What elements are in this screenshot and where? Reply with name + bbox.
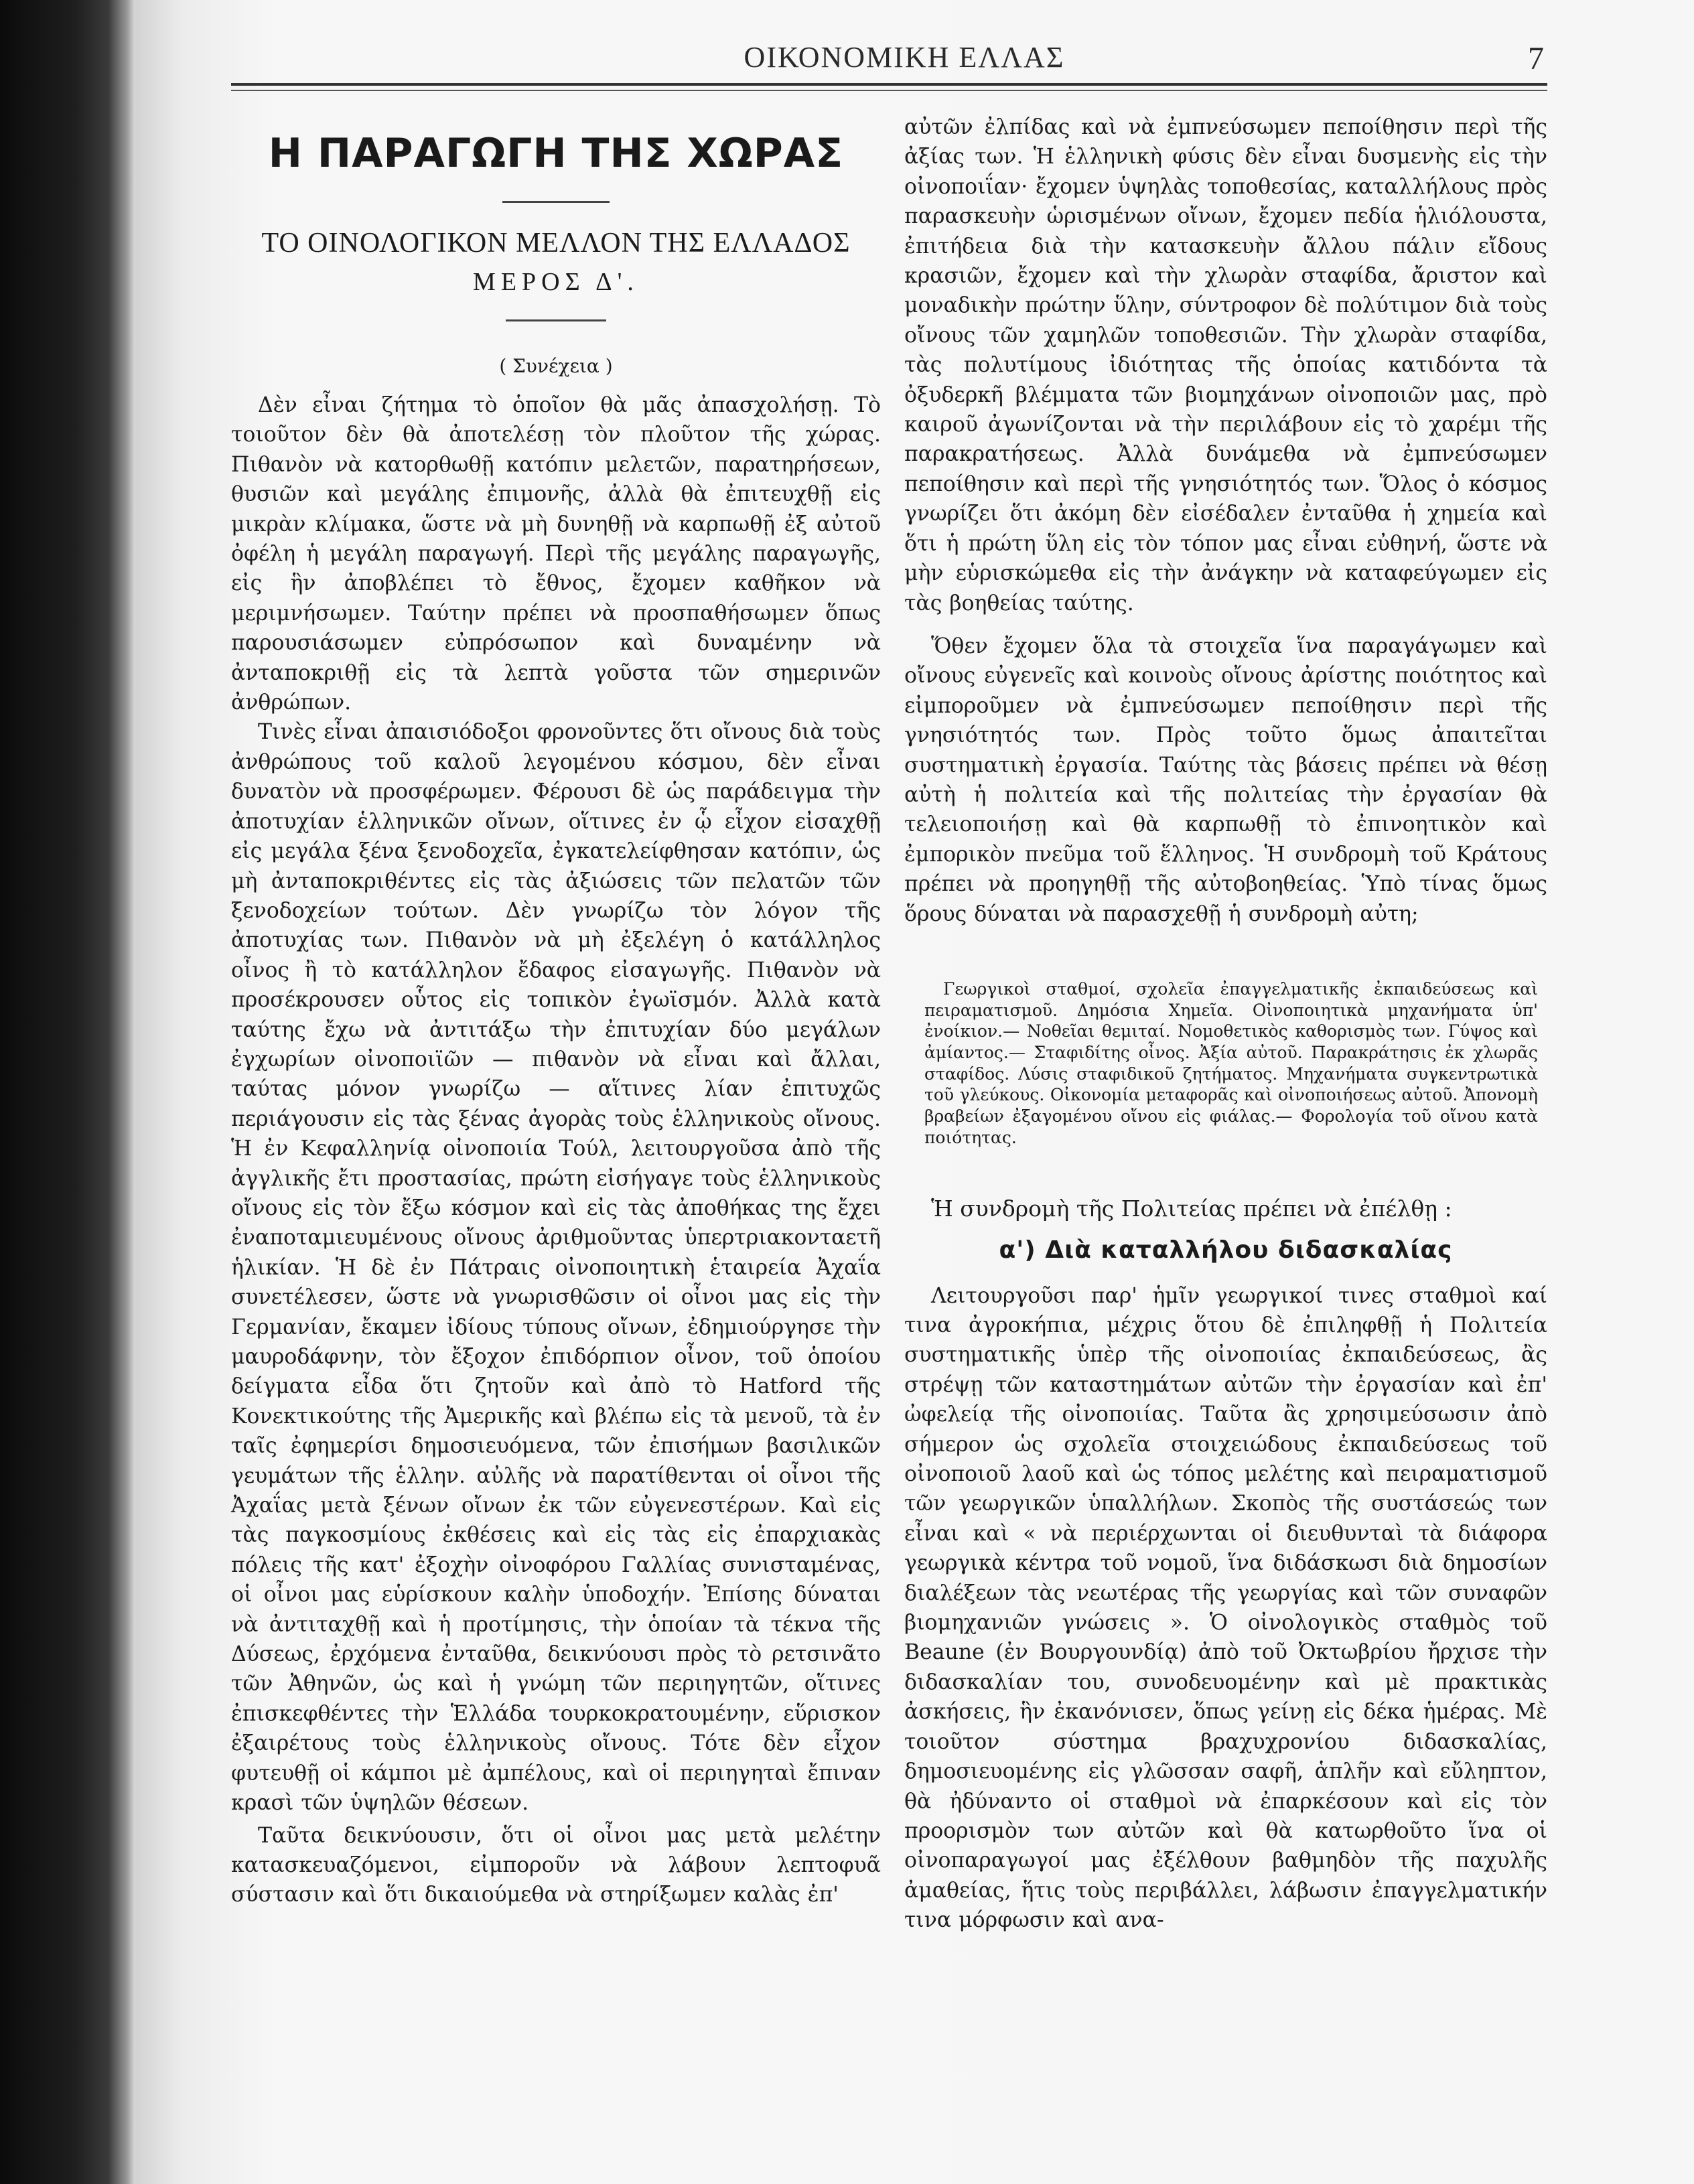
body-paragraph: αὐτῶν ἐλπίδας καὶ νὰ ἐμπνεύσωμεν πεποίθησιν περὶ τῆς ἀξίας των. Ἡ ἑλληνικὴ φύσις δὲν εἶναι δυσμενὴς εἰς τὴν οἰνοποιΐαν· ἔχομεν ὑψηλὰς τοποθεσίας, καταλλήλους πρὸς παρασκευὴν ὡρισμένων οἴνων, ἔχομεν πεδία ἡλιόλουστα, ἐπιτήδεια διὰ τὴν κατασκευὴν ἄλλου πάλιν εἴδους κρασιῶν, ἔχομεν καὶ τὴν χλωρὰν σταφίδα, ἄριστον καὶ μοναδικὴν πρώτην ὕλην, σύντροφον δὲ πολύτιμον διὰ τοὺς οἴνους τῶν χαμηλῶν τοποθεσιῶν. Τὴν χλωρὰν σταφίδα, τὰς πολυτίμους ἰδιότητας τῆς ὁποίας κατιδόντα τὰ ὀξυδερκῆ βλέμματα τῶν βιομηχάνων οἰνοποιῶν μας, πρὸ καιροῦ ἀγωνίζονται νὰ τὴν περιλάβουν εἰς τὸ χαρέμι τῆς παρακρατήσεως. Ἀλλὰ δυνάμεθα νὰ ἐμπνεύσωμεν πεποίθησιν καὶ περὶ τῆς γνησιότητός των. Ὅλος ὁ κόσμος γνωρίζει ὅτι ἀκόμη δὲν εἰσέδαλεν ἐνταῦθα ἡ χημεία καὶ ὅτι ἡ πρώτη ὕλη εἰς τὸν τόπον μας εἶναι εὐθηνή, ὥστε νὰ μὴν εὑρισκώμεθα εἰς τὴν ἀνάγκην νὰ καταφεύγωμεν εἰς τὰς βοηθείας ταύτης.: [904, 115, 1547, 615]
right-column: [904, 113, 1547, 1936]
body-paragraph: Δὲν εἶναι ζήτημα τὸ ὁποῖον θὰ μᾶς ἀπασχολήσῃ. Τὸ τοιοῦτον δὲν θὰ ἀποτελέσῃ τὸν πλοῦτον τῆς χώρας. Πιθανὸν νὰ κατορθωθῇ κατόπιν μελετῶν, παρατηρήσεων, θυσιῶν καὶ μεγάλης ἐπιμονῆς, ἀλλὰ θὰ ἐπιτευχθῇ εἰς μικρὰν κλίμακα, ὥστε νὰ μὴ δυνηθῇ νὰ καρπωθῇ ἐξ αὐτοῦ ὀφέλη ἡ μεγάλη παραγωγή. Περὶ τῆς μεγάλης παραγωγῆς, εἰς ἣν ἀποβλέπει τὸ ἔθνος, ἔχομεν καθῆκον νὰ μεριμνήσωμεν. Ταύτην πρέπει νὰ προσπαθήσωμεν ὅπως παρουσιάσωμεν εὐπρόσωπον καὶ δυναμένην νὰ ἀνταποκριθῇ εἰς τὰ λεπτὰ γοῦστα τῶν σημερινῶν ἀνθρώπων.: [231, 393, 881, 715]
body-paragraph: Ὅθεν ἔχομεν ὅλα τὰ στοιχεῖα ἵνα παραγάγωμεν καὶ οἴνους εὐγενεῖς καὶ κοινοὺς οἴνους ἀρίστης ποιότητος καὶ εἰμποροῦμεν νὰ ἐμπνεύσωμεν πεποίθησιν περὶ τῆς γνησιότητός των. Πρὸς τοῦτο ὅμως ἀπαιτεῖται συστηματικὴ ἐργασία. Ταύτης τὰς βάσεις πρέπει νὰ θέσῃ αὐτὴ ἡ πολιτεία καὶ τῆς πολιτείας τὴν ἐργασίαν θὰ τελειοποιήσῃ καὶ θὰ καρπωθῇ τὸ ἐπινοητικὸν καὶ ἐμπορικὸν πνεῦμα τοῦ ἕλληνος. Ἡ συνδρομὴ τοῦ Κράτους πρέπει νὰ προηγηθῇ τῆς αὐτοβοηθείας. Ὑπὸ τίνας ὅμως ὅρους δύναται νὰ παρασχεθῇ ἡ συνδρομὴ αὐτη;: [904, 634, 1547, 926]
book-spine-shadow: [0, 0, 135, 2184]
left-column: [231, 113, 881, 1910]
body-paragraph: Ταῦτα δεικνύουσιν, ὅτι οἱ οἶνοι μας μετὰ μελέτην κατασκευαζόμενοι, εἰμποροῦν νὰ λάβουν λεπτοφυᾶ σύστασιν καὶ ὅτι δικαιούμεθα νὰ στηρίξωμεν καλὰς ἐπ': [231, 1823, 881, 1907]
body-paragraph: Τινὲς εἶναι ἀπαισιόδοξοι φρονοῦντες ὅτι οἴνους διὰ τοὺς ἀνθρώπους τοῦ καλοῦ λεγομένου κόσμου, δὲν εἶναι δυνατὸν νὰ προσφέρωμεν. Φέρουσι δὲ ὡς παράδειγμα τὴν ἀποτυχίαν ἑλληνικῶν οἴνων, οἵτινες ἐν ᾧ εἶχον εἰσαχθῇ εἰς μεγάλα ξένα ξενοδοχεῖα, ἐγκατελείφθησαν κατόπιν, ὡς μὴ ἀνταποκριθέντες εἰς τὰς ἀξιώσεις τῶν πελατῶν τῶν ξενοδοχείων τούτων. Δὲν γνωρίζω τὸν λόγον τῆς ἀποτυχίας των. Πιθανὸν νὰ μὴ ἐξελέγη ὁ κατάλληλος οἶνος ἢ τὸ κατάλληλον ἔδαφος εἰσαγωγῆς. Πιθανὸν νὰ προσέκρουσεν οὗτος εἰς τοπικὸν ἐγωϊσμόν. Ἀλλὰ κατὰ ταύτης ἔχω νὰ ἀντιτάξω τὴν ἐπιτυχίαν δύο μεγάλων ἐγχωρίων οἰνοποιϊῶν — πιθανὸν νὰ εἶναι καὶ ἄλλαι, ταύτας μόνον γνωρίζω — αἵτινες λίαν ἐπιτυχῶς περιάγουσιν εἰς τὰς ξένας ἀγορὰς τοὺς ἑλληνικοὺς οἴνους. Ἡ ἐν Κεφαλληνίᾳ οἰνοποιία Τούλ, λειτουργοῦσα ἀπὸ τῆς ἀγγλικῆς ἔτι προστασίας, πρώτη εἰσήγαγε τοὺς ἑλληνικοὺς οἴνους εἰς τὸν ἔξω κόσμον καὶ εἰς τὰς ἀποθήκας της ἔχει ἐναποταμιευμένους οἴνους ἀριθμοῦντας ὑπερτριακονταετῆ ἡλικίαν. Ἡ δὲ ἐν Πάτραις οἰνοποιητικὴ ἑταιρεία Ἀχαΐα συνετέλεσεν, ὥστε νὰ γνωρισθῶσιν οἱ οἶνοι μας εἰς τὴν Γερμανίαν, ἔκαμεν ἰδίους τύπους οἴνων, ἐδημιούργησε τὴν μαυροδάφνην, τὸν ἔξοχον ἐπιδόρπιον οἶνον, τοῦ ὁποίου δείγματα εἶδα ὅτι ζητοῦν καὶ ἀπὸ τὸ Hatford τῆς Κονεκτικούτης τῆς Ἀμερικῆς καὶ βλέπω εἰς τὰ μενοῦ, τὰ ἐν ταῖς ἐφημερίσι δημοσιευόμενα, τῶν ἐπισήμων βασιλικῶν γευμάτων τῆς ἑλλην. αὐλῆς νὰ παρατίθενται οἱ οἶνοι τῆς Ἀχαΐας μετὰ ξένων οἴνων ἐκ τῶν εὐγενεστέρων. Καὶ εἰς τὰς παγκοσμίους ἐκθέσεις καὶ εἰς τὰς εἰς ἐπαρχιακὰς πόλεις τῆς κατ' ἐξοχὴν οἰνοφόρου Γαλλίας συνισταμένας, οἱ οἶνοι μας εὑρίσκουν καλὴν ὑποδοχήν. Ἐπίσης δύναται νὰ ἀντιταχθῇ καὶ ἡ προτίμησις, τὴν ὁποίαν τὰ τέκνα τῆς Δύσεως, ἐρχόμενα ἐνταῦθα, δεικνύουσι πρὸς τὸ ρετσινᾶτο τῶν Ἀθηνῶν, ὡς καὶ ἡ γνώμη τῶν περιηγητῶν, οἵτινες ἐπισκεφθέντες τὴν Ἑλλάδα τουρκοκρατουμένην, εὕρισκον ἐξαιρέτους τοὺς ἑλληνικοὺς οἴνους. Τότε δὲν εἶχον φυτευθῇ οἱ κάμποι μὲ ἀμπέλους, καὶ οἱ περιηγηταὶ ἔπιναν κρασὶ τῶν ὑψηλῶν θέσεων.: [231, 720, 881, 1816]
running-title: ΟΙΚΟΝΟΜΙΚΗ ΕΛΛΑΣ: [744, 41, 1065, 74]
continued-label: ( Συνέχεια ): [499, 355, 613, 377]
section-summary: Γεωργικοὶ σταθμοί, σχολεῖα ἐπαγγελματικῆς ἐκπαιδεύσεως καὶ πειραματισμοῦ. Δημόσια Χημεῖα. Οἰνοποιητικὰ μηχανήματα ὑπ' ἐνοίκιον.— Νοθεῖαι θεμιταί. Νομοθετικὸς καθορισμὸς των. Γύψος καὶ ἀμίαντος.— Σταφιδίτης οἶνος. Ἀξία αὐτοῦ. Παρακράτησις ἐκ χλωρᾶς σταφίδος. Λύσις σταφιδικοῦ ζητήματος. Μηχανήματα συγκεντρωτικὰ τοῦ γλεύκους. Οἰκονομία μεταφορᾶς καὶ οἰνοποιήσεως αὐτοῦ. Ἀπονομὴ βραβείων ἐξαγομένου οἴνου εἰς φιάλας.— Φορολογία τοῦ οἴνου κατὰ ποιότητας.: [924, 978, 1538, 1147]
page-number: 7: [1528, 41, 1544, 76]
header-rule-thin: [231, 90, 1547, 91]
part-label: ΜΕΡΟΣ Δ'.: [473, 268, 639, 296]
article-subtitle: ΤΟ ΟΙΝΟΛΟΓΙΚΟΝ ΜΕΛΛΟΝ ΤΗΣ ΕΛΛΑΔΟΣ: [261, 228, 851, 259]
article-title: Η ΠΑΡΑΓΩΓΗ ΤΗΣ ΧΩΡΑΣ: [268, 130, 844, 177]
body-paragraph: Λειτουργοῦσι παρ' ἡμῖν γεωργικοί τινες σταθμοὶ καί τινα ἀγροκήπια, μέχρις ὅτου δὲ ἐπιληφθῇ ἡ Πολιτεία συστηματικῆς ὑπὲρ τῆς οἰνοποιίας ἐκπαιδεύσεως, ἂς στρέψῃ τῶν καταστημάτων αὐτῶν τὴν ἐργασίαν καὶ ἐπ' ὠφελείᾳ τῆς οἰνοποιίας. Ταῦτα ἂς χρησιμεύσωσιν ἀπὸ σήμερον ὡς σχολεῖα στοιχειώδους ἐκπαιδεύσεως τοῦ οἰνοποιοῦ λαοῦ καὶ ὡς τόπος μελέτης καὶ πειραματισμοῦ τῶν γεωργικῶν ὑπαλλήλων. Σκοπὸς τῆς συστάσεώς των εἶναι καὶ « νὰ περιέρχωνται οἱ διευθυνταὶ τὰ διάφορα γεωργικὰ κέντρα τοῦ νομοῦ, ἵνα διδάσκωσι διὰ δημοσίων διαλέξεων τὰς νεωτέρας τῆς γεωργίας καὶ τῶν συναφῶν βιομηχανιῶν γνώσεις ». Ὁ οἰνολογικὸς σταθμὸς τοῦ Beaune (ἐν Βουργουνδίᾳ) ἀπὸ τοῦ Ὀκτωβρίου ἤρχισε τὴν διδασκαλίαν του, συνοδευομένην καὶ μὲ πρακτικὰς ἀσκήσεις, ἣν ἐκανόνισεν, ὅπως γείνῃ εἰς δέκα ἡμέρας. Μὲ τοιοῦτον σύστημα βραχυχρονίου διδασκαλίας, δημοσιευομένης εἰς γλῶσσαν σαφῆ, ἁπλῆν καὶ εὔληπτον, θὰ ἠδύναντο οἱ σταθμοὶ νὰ ἐπαρκέσουν καὶ εἰς τὸν προορισμὸν των αὐτῶν καὶ θὰ κατωρθοῦτο ἵνα οἱ οἰνοπαραγωγοί μας ἐξέλθουν βαθμηδὸν τῆς παχυλῆς ἀμαθείας, ἥτις τοὺς περιβάλλει, λάβωσιν ἐπαγγελματικήν τινα μόρφωσιν καὶ ανα-: [904, 1283, 1547, 1933]
section-intro: Ἡ συνδρομὴ τῆς Πολιτείας πρέπει νὰ ἐπέλθῃ :: [931, 1195, 1452, 1222]
section-heading: α') Διὰ καταλλήλου διδασκαλίας: [999, 1236, 1453, 1264]
header-rule: [231, 83, 1547, 86]
subtitle-divider: [506, 319, 606, 321]
title-divider: [502, 201, 610, 203]
